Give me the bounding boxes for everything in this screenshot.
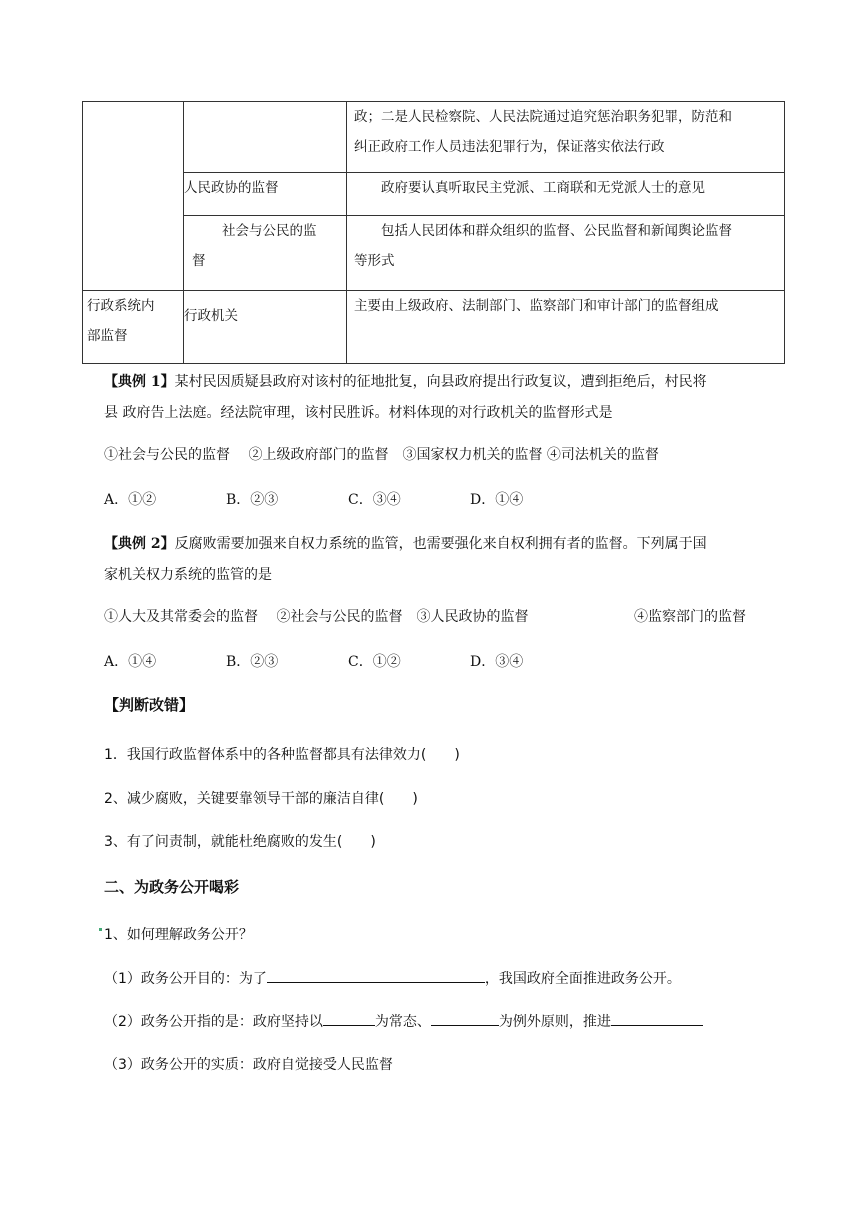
option-a[interactable]: A．①② xyxy=(104,492,157,508)
fill-blank[interactable] xyxy=(431,1011,499,1026)
cell-text: 行政系统内 xyxy=(87,298,155,314)
example2-text: 反腐败需要加强来自权力系统的监管，也需要强化来自权利拥有者的监督。下列属于国 xyxy=(174,536,707,552)
question-text: 3、有了问责制，就能杜绝腐败的发生( xyxy=(104,834,343,850)
cell-text: 政府要认真听取民主党派、工商联和无党派人士的意见 xyxy=(381,180,705,196)
option-d[interactable]: D．①④ xyxy=(470,492,524,508)
table-row xyxy=(83,102,785,173)
example1-line2: 县 政府告上法庭。经法院审理，该村民胜诉。材料体现的对行政机关的监督形式是 xyxy=(104,405,613,421)
fill-blank[interactable] xyxy=(611,1011,703,1026)
table-cell xyxy=(184,216,347,291)
fill-blank[interactable] xyxy=(323,1011,375,1026)
table-row xyxy=(83,291,785,364)
cell-text: 包括人民团体和群众组织的监督、公民监督和新闻舆论监督 xyxy=(381,223,732,239)
table-row xyxy=(83,173,785,216)
point-text: 为例外原则，推进 xyxy=(498,1014,611,1030)
cell-text: 等形式 xyxy=(354,253,395,269)
fill-blank[interactable] xyxy=(267,968,485,983)
option-d[interactable]: D．③④ xyxy=(470,654,524,670)
table-cell-empty xyxy=(83,102,184,291)
table-cell xyxy=(184,173,347,216)
judge-question-3 xyxy=(104,831,376,851)
section2-point2 xyxy=(104,1011,703,1031)
option-a[interactable]: A．①④ xyxy=(104,654,157,670)
supervision-table xyxy=(82,101,785,364)
example2-options xyxy=(104,651,592,671)
table-cell xyxy=(347,216,785,291)
example1-tag: 【典例 1】 xyxy=(104,374,175,390)
point-text: （2）政务公开指的是：政府坚持以 xyxy=(104,1014,323,1030)
example1-options xyxy=(104,489,592,509)
question-text: 2、减少腐败，关键要靠领导干部的廉洁自律( xyxy=(104,791,385,807)
example2-items xyxy=(104,606,746,626)
section2-point1 xyxy=(104,968,681,988)
option-c[interactable]: C．①② xyxy=(348,654,401,670)
cell-text: 人民政协的监督 xyxy=(184,180,279,196)
cell-text: 督 xyxy=(192,253,206,269)
question-text: 1．我国行政监督体系中的各种监督都具有法律效力( xyxy=(104,747,427,763)
example2-items-b: ④监察部门的监督 xyxy=(634,609,746,625)
section2-point3: （3）政务公开的实质：政府自觉接受人民监督 xyxy=(104,1057,393,1073)
section2-question: 1、如何理解政务公开？ xyxy=(104,927,253,943)
cell-text: 主要由上级政府、法制部门、监察部门和审计部门的监督组成 xyxy=(354,298,719,314)
paren-close: ) xyxy=(412,791,418,807)
table-cell-empty xyxy=(184,102,347,173)
option-b[interactable]: B．②③ xyxy=(226,492,279,508)
example1-items: ①社会与公民的监督 ②上级政府部门的监督 ③国家权力机关的监督 ④司法机关的监督 xyxy=(104,447,659,463)
point-text: ，我国政府全面推进政务公开。 xyxy=(484,971,681,987)
table-cell xyxy=(347,173,785,216)
cell-text: 行政机关 xyxy=(184,308,238,324)
paren-close: ) xyxy=(370,834,376,850)
example1-line1 xyxy=(104,371,707,391)
cell-text: 部监督 xyxy=(87,328,128,344)
point-text: 为常态、 xyxy=(374,1014,431,1030)
judge-title: 【判断改错】 xyxy=(104,696,195,714)
judge-question-2 xyxy=(104,788,418,808)
example2-line1 xyxy=(104,533,707,553)
table-cell xyxy=(347,291,785,364)
judge-question-1 xyxy=(104,744,460,764)
example2-items-a: ①人大及其常委会的监督 ②社会与公民的监督 ③人民政协的监督 xyxy=(104,609,529,625)
option-b[interactable]: B．②③ xyxy=(226,654,279,670)
example1-text: 某村民因质疑县政府对该村的征地批复，向县政府提出行政复议，遭到拒绝后，村民将 xyxy=(174,374,707,390)
table-cell xyxy=(184,291,347,364)
marker-dot xyxy=(99,928,102,931)
paren-close: ) xyxy=(454,747,460,763)
table-row xyxy=(83,216,785,291)
cell-text: 纠正政府工作人员违法犯罪行为，保证落实依法行政 xyxy=(354,139,665,155)
example2-tag: 【典例 2】 xyxy=(104,536,175,552)
section2-title: 二、为政务公开喝彩 xyxy=(104,878,240,896)
cell-text: 社会与公民的监 xyxy=(222,223,317,239)
cell-text: 政；二是人民检察院、人民法院通过追究惩治职务犯罪，防范和 xyxy=(354,109,732,125)
table-cell xyxy=(83,291,184,364)
option-c[interactable]: C．③④ xyxy=(348,492,401,508)
example2-line2: 家机关权力系统的监管的是 xyxy=(104,567,272,583)
point-text: （1）政务公开目的：为了 xyxy=(104,971,267,987)
table-cell xyxy=(347,102,785,173)
